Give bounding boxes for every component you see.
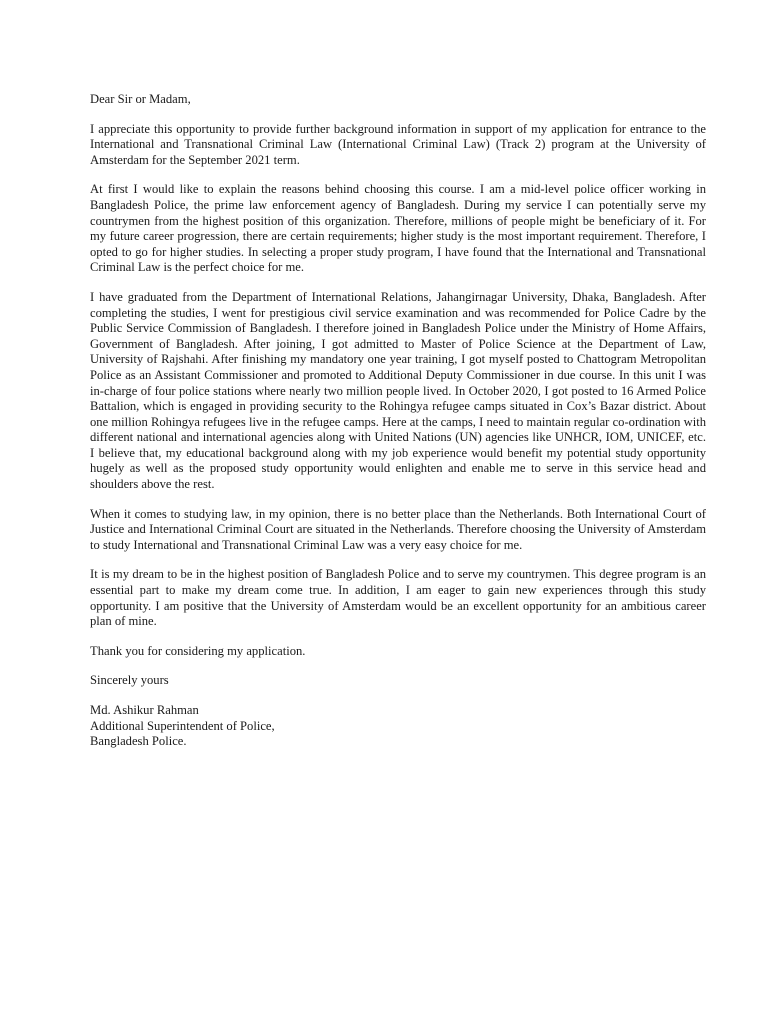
paragraph-intro: I appreciate this opportunity to provide further background information in support of my application for entrance to the International and Transnational Criminal Law (International Criminal Law) (Track 2) program at the University of Amsterdam for the September 2021 term.	[90, 121, 706, 167]
signature-block	[90, 703, 706, 750]
signature-organization: Bangladesh Police.	[90, 734, 187, 749]
signature-name: Md. Ashikur Rahman	[90, 703, 199, 717]
paragraph-reasons: At first I would like to explain the reasons behind choosing this course. I am a mid-level police officer working in Bangladesh Police, the prime law enforcement agency of Bangladesh. During my service I can potentially serve my countrymen from the highest position of this organization. Therefore, millions of people might be beneficiary of it. For my future career progression, there are certain requirements; higher study is the most important requirement. Therefore, I opted to go for higher studies. In selecting a proper study program, I have found that the International and Transnational Criminal Law is the perfect choice for me.	[90, 182, 706, 275]
thanks-line: Thank you for considering my application.	[90, 643, 306, 658]
letter-page	[90, 92, 706, 750]
signature-title: Additional Superintendent of Police,	[90, 718, 275, 733]
closing-line: Sincerely yours	[90, 673, 169, 688]
salutation: Dear Sir or Madam,	[90, 92, 191, 106]
paragraph-background: I have graduated from the Department of International Relations, Jahangirnagar University, Dhaka, Bangladesh. After completing the studies, I went for prestigious civil service examination and was recommended for Police Cadre by the Public Service Commission of Bangladesh. I therefore joined in Bangladesh Police under the Ministry of Home Affairs, Government of Bangladesh. After joining, I got admitted to Master of Police Science at the Department of Law, University of Rajshahi. After finishing my mandatory one year training, I got myself posted to Chattogram Metropolitan Police as an Assistant Commissioner and promoted to Additional Deputy Commissioner in due course. In this unit I was in-charge of four police stations where nearly two million people lived. In October 2020, I got posted to 16 Armed Police Battalion, which is engaged in providing security to the Rohingya refugee camps situated in Cox’s Bazar district. About one million Rohingya refugees live in the refugee camps. Here at the camps, I need to maintain regular co-ordination with different national and international agencies along with United Nations (UN) agencies like UNHCR, IOM, UNICEF, etc. I believe that, my educational background along with my job experience would benefit my potential study opportunity hugely as well as the proposed study opportunity would enlighten and enable me to serve in this service head and shoulders above the rest.	[90, 289, 706, 492]
paragraph-dream: It is my dream to be in the highest position of Bangladesh Police and to serve my countrymen. This degree program is an essential part to make my dream come true. In addition, I am eager to gain new experiences through this study opportunity. I am positive that the University of Amsterdam would be an excellent opportunity for an ambitious career plan of mine.	[90, 567, 706, 629]
paragraph-netherlands: When it comes to studying law, in my opinion, there is no better place than the Netherlands. Both International Court of Justice and International Criminal Court are situated in the Netherlands. Therefore choosing the University of Amsterdam to study International and Transnational Criminal Law was a very easy choice for me.	[90, 506, 706, 552]
